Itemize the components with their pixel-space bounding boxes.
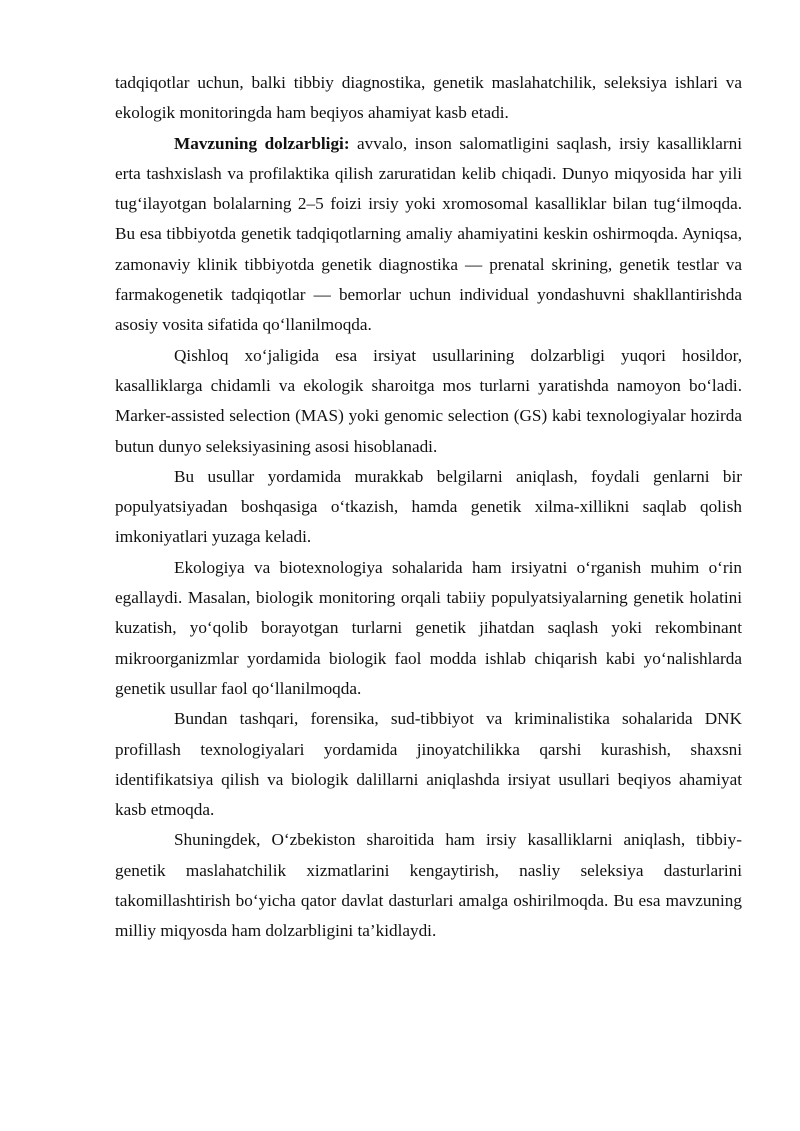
paragraph-relevance xyxy=(115,129,742,341)
paragraph-lead-heading: Mavzuning dolzarbligi: xyxy=(174,133,350,153)
paragraph-text: Bu usullar yordamida murakkab belgilarni aniqlash, foydali genlarni bir populyatsiyadan boshqasiga o‘tkazish, hamda genetik xilma-xillikni saqlab qolish imkoniyatlari yuzaga keladi. xyxy=(115,466,742,547)
paragraph-continuation xyxy=(115,68,742,129)
paragraph-uzbekistan xyxy=(115,825,742,946)
document-page xyxy=(115,68,742,947)
paragraph-text: Shuningdek, O‘zbekiston sharoitida ham irsiy kasalliklarni aniqlash, tibbiy-genetik maslahatchilik xizmatlarini kengaytirish, nasliy seleksiya dasturlarini takomillashtirish bo‘yicha qator davlat dasturlari amalga oshirilmoqda. Bu esa mavzuning milliy miqyosda ham dolzarbligini ta’kidlaydi. xyxy=(115,830,742,941)
paragraph-text: avvalo, inson salomatligini saqlash, irsiy kasalliklarni erta tashxislash va profilaktika qilish zaruratidan kelib chiqadi. Dunyo miqyosida har yili tug‘ilayotgan bolalarning 2–5 foizi irsiy yoki xromosomal kasalliklar bilan tug‘ilmoqda. Bu esa tibbiyotda genetik tadqiqotlarning amaliy ahamiyatini keskin oshirmoqda. Ayniqsa, zamonaviy klinik tibbiyotda genetik diagnostika — prenatal skrining, genetik testlar va farmakogenetik tadqiqotlar — bemorlar uchun individual yondashuvni shakllantirishda asosiy vosita sifatida qo‘llanilmoqda. xyxy=(115,133,742,335)
paragraph-methods xyxy=(115,462,742,553)
paragraph-agriculture xyxy=(115,341,742,462)
paragraph-forensics xyxy=(115,704,742,825)
paragraph-ecology xyxy=(115,553,742,704)
paragraph-text: Ekologiya va biotexnologiya sohalarida ham irsiyatni o‘rganish muhim o‘rin egallaydi. Masalan, biologik monitoring orqali tabiiy populyatsiyalarning genetik holatini kuzatish, yo‘qolib borayotgan turlarni genetik jihatdan saqlash yoki rekombinant mikroorganizmlar yordamida biologik faol modda ishlab chiqarish kabi yo‘nalishlarda genetik usullar faol qo‘llanilmoqda. xyxy=(115,557,742,698)
paragraph-text: tadqiqotlar uchun, balki tibbiy diagnostika, genetik maslahatchilik, seleksiya ishlari va ekologik monitoringda ham beqiyos ahamiyat kasb etadi. xyxy=(115,73,742,123)
paragraph-text: Bundan tashqari, forensika, sud-tibbiyot va kriminalistika sohalarida DNK profillash texnologiyalari yordamida jinoyatchilikka qarshi kurashish, shaxsni identifikatsiya qilish va biologik dalillarni aniqlashda irsiyat usullari beqiyos ahamiyat kasb etmoqda. xyxy=(115,709,742,820)
paragraph-text: Qishloq xo‘jaligida esa irsiyat usullarining dolzarbligi yuqori hosildor, kasalliklarga chidamli va ekologik sharoitga mos turlarni yaratishda namoyon bo‘ladi. Marker-assisted selection (MAS) yoki genomic selection (GS) kabi texnologiyalar hozirda butun dunyo seleksiyasining asosi hisoblanadi. xyxy=(115,345,742,456)
